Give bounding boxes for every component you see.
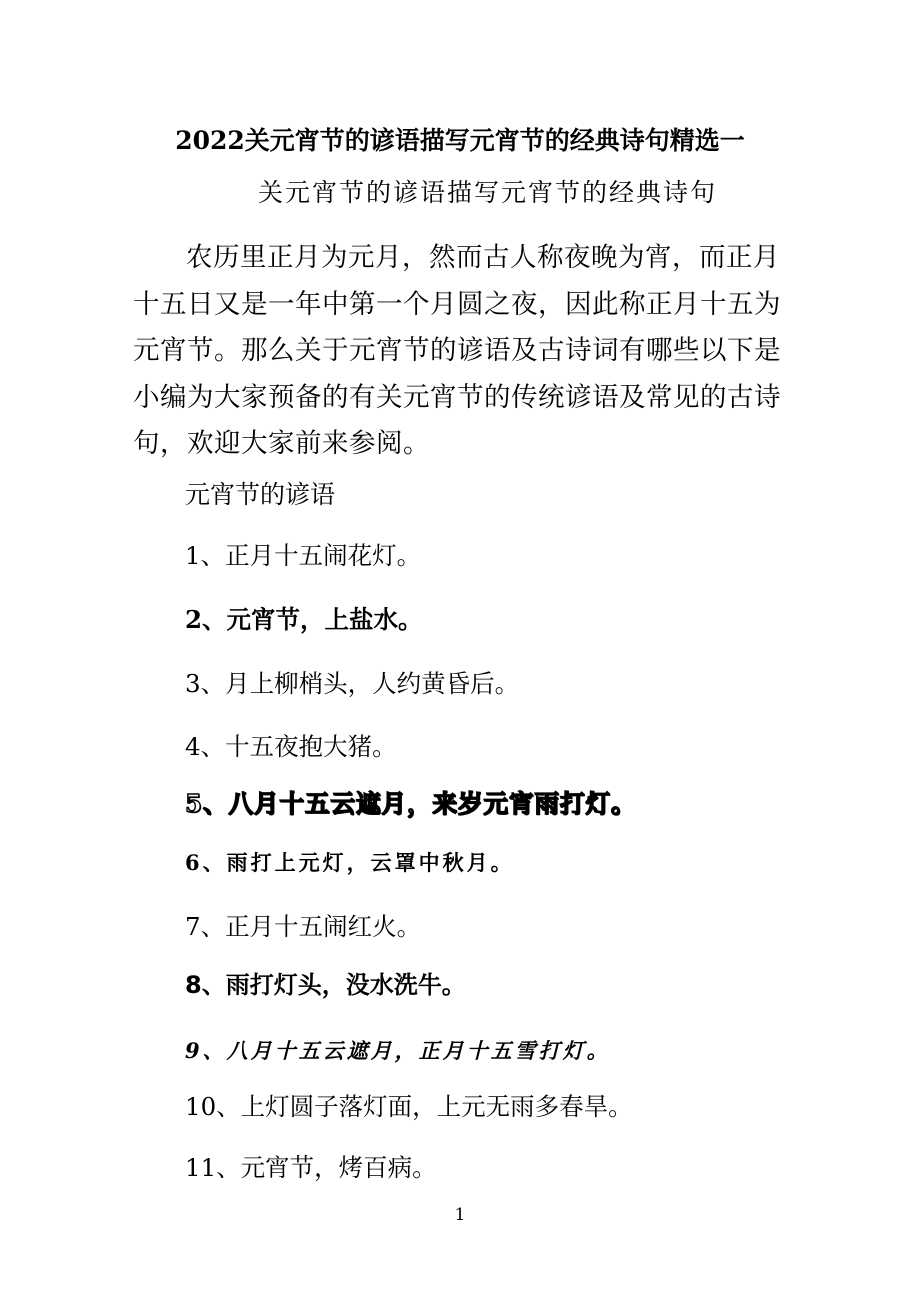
page-number: 1 xyxy=(454,1205,466,1225)
document-title: 2022关元宵节的谚语描写元宵节的经典诗句精选一 xyxy=(175,126,745,155)
proverb-item: 7、正月十五闹红火。 xyxy=(185,912,422,941)
proverb-item: 2、元宵节，上盐水。 xyxy=(185,605,423,634)
document-subtitle: 关元宵节的谚语描写元宵节的经典诗句 xyxy=(257,178,717,207)
proverb-item: 6、雨打上元灯，云罩中秋月。 xyxy=(185,850,515,875)
intro-paragraph: 农历里正月为元月，然而古人称夜晚为宵，而正月十五日又是一年中第一个月圆之夜，因此称正月十五为元宵节。那么关于元宵节的谚语及古诗词有哪些以下是小编为大家预备的有关元宵节的传统谚语及常见的古诗句，欢迎大家前来参阅。 xyxy=(133,242,781,459)
proverb-item: 11、元宵节，烤百病。 xyxy=(185,1153,437,1182)
proverb-item: 10、上灯圆子落灯面，上元无雨多春旱。 xyxy=(185,1092,633,1121)
proverb-item: 1、正月十五闹花灯。 xyxy=(185,541,422,570)
proverb-item: 8、雨打灯头，没水洗牛。 xyxy=(185,971,466,999)
proverb-item: 4、十五夜抱大猪。 xyxy=(185,732,397,761)
proverb-item: 5、八月十五云遮月，来岁元宵雨打灯。 xyxy=(185,789,637,818)
proverb-item: 9、八月十五云遮月，正月十五雪打灯。 xyxy=(185,1038,611,1063)
section-heading: 元宵节的谚语 xyxy=(185,480,336,509)
proverb-item: 3、月上柳梢头，人约黄昏后。 xyxy=(185,669,520,698)
